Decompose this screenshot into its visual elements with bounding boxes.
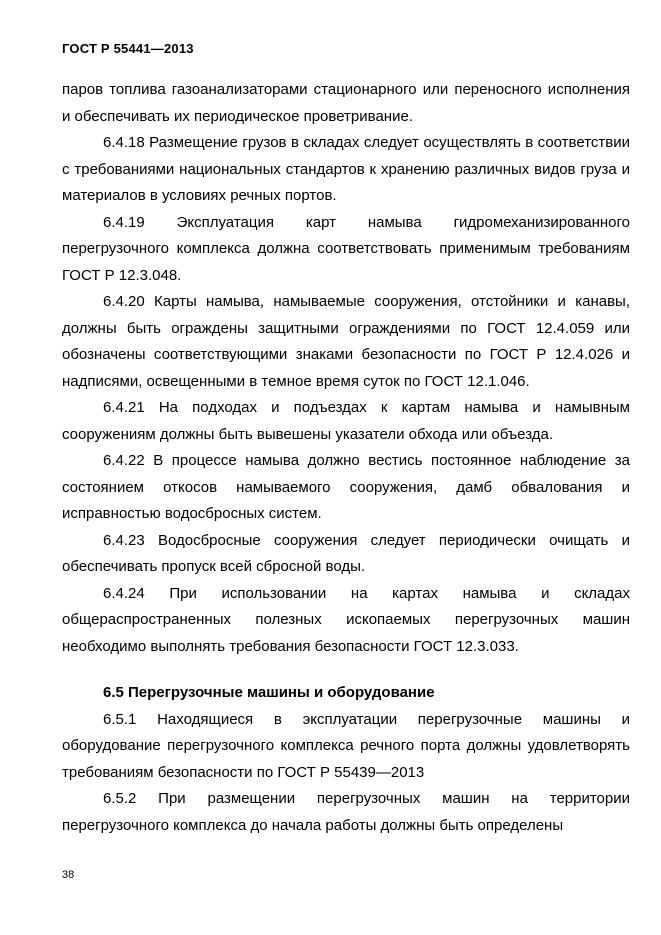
document-body <box>62 77 630 839</box>
paragraph-continuation: паров топлива газоанализаторами стационарного или переносного исполнения и обеспечивать их периодическое проветривание. <box>62 81 630 125</box>
clause-6-4-21: 6.4.21 На подходах и подъездах к картам намыва и намывным сооружениям должны быть вывешены указатели обхода или объезда. <box>62 399 630 443</box>
page-number: 38 <box>62 869 75 881</box>
document-header: ГОСТ Р 55441—2013 <box>62 41 194 56</box>
section-heading-6-5: 6.5 Перегрузочные машины и оборудование <box>103 684 435 701</box>
clause-6-5-2: 6.5.2 При размещении перегрузочных машин на территории перегрузочного комплекса до начала работы должны быть определены <box>62 790 630 834</box>
clause-6-5-1: 6.5.1 Находящиеся в эксплуатации перегрузочные машины и оборудование перегрузочного комплекса речного порта должны удовлетворять требованиям безопасности по ГОСТ Р 55439—2013 <box>62 710 630 781</box>
clause-6-4-23: 6.4.23 Водосбросные сооружения следует периодически очищать и обеспечивать пропуск всей сбросной воды. <box>62 531 630 575</box>
clause-6-4-20: 6.4.20 Карты намыва, намываемые сооружения, отстойники и канавы, должны быть ограждены защитными ограждениями по ГОСТ 12.4.059 или обозначены соответствующими знаками безопасности по ГОСТ Р 12.4.026 и надписями, освещенными в темное время суток по ГОСТ 12.1.046. <box>62 293 630 390</box>
clause-6-4-22: 6.4.22 В процессе намыва должно вестись постоянное наблюдение за состоянием откосов намываемого сооружения, дамб обвалования и исправностью водосбросных систем. <box>62 452 630 522</box>
clause-6-4-19: 6.4.19 Эксплуатация карт намыва гидромеханизированного перегрузочного комплекса должна соответствовать применимым требованиям ГОСТ Р 12.3.048. <box>62 213 630 284</box>
clause-6-4-18: 6.4.18 Размещение грузов в складах следует осуществлять в соответствии с требованиями национальных стандартов к хранению различных видов груза и материалов в условиях речных портов. <box>62 134 630 204</box>
clause-6-4-24: 6.4.24 При использовании на картах намыва и складах общераспространенных полезных ископаемых перегрузочных машин необходимо выполнять требования безопасности ГОСТ 12.3.033. <box>62 584 630 655</box>
